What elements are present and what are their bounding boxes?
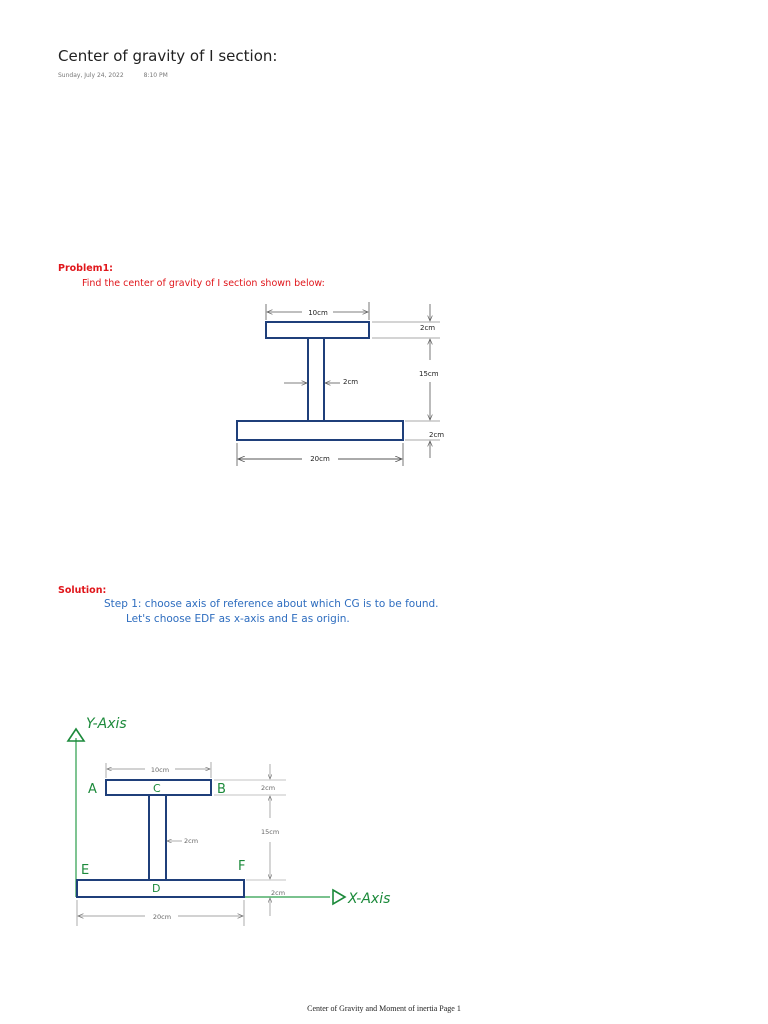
x-axis-label: X-Axis	[348, 891, 391, 907]
solution-step1b: Let's choose EDF as x-axis and E as origin.	[126, 613, 350, 625]
fig1-bottom-thickness-label: 2cm	[429, 431, 445, 439]
page-footer: Center of Gravity and Moment of inertia Page 1	[307, 1004, 461, 1013]
point-c: C	[153, 782, 161, 795]
page-time: 8:10 PM	[143, 72, 168, 79]
fig1-top-thickness-label: 2cm	[420, 324, 436, 332]
fig2-web	[149, 795, 166, 880]
fig2-top-thickness-label: 2cm	[261, 784, 276, 792]
point-b: B	[217, 782, 226, 797]
problem-heading: Problem1:	[58, 263, 113, 274]
page-date: Sunday, July 24, 2022	[58, 72, 124, 79]
x-axis-arrow	[333, 890, 345, 904]
solution-step1: Step 1: choose axis of reference about which CG is to be found.	[104, 598, 439, 610]
fig2-bottom-thickness-label: 2cm	[271, 889, 286, 897]
fig1-bottom-width-label: 20cm	[310, 455, 330, 463]
point-e: E	[81, 863, 90, 878]
fig2-web-thickness-label: 2cm	[184, 837, 199, 845]
point-f: F	[238, 859, 246, 874]
solution-heading: Solution:	[58, 585, 107, 596]
point-d: D	[152, 882, 161, 895]
fig1-web-height-label: 15cm	[419, 370, 439, 378]
fig2-web-height-label: 15cm	[261, 828, 280, 836]
fig2-bottom-width-label: 20cm	[152, 913, 172, 921]
fig2-bottom-flange	[77, 880, 244, 897]
fig2-top-width-label: 10cm	[150, 766, 170, 774]
y-axis-label: Y-Axis	[86, 716, 127, 732]
fig1-top-width-label: 10cm	[308, 309, 328, 317]
page-title: Center of gravity of I section:	[58, 47, 278, 65]
problem-text: Find the center of gravity of I section shown below:	[82, 278, 325, 289]
point-a: A	[88, 782, 97, 797]
fig1-web-thickness-label: 2cm	[343, 378, 359, 386]
